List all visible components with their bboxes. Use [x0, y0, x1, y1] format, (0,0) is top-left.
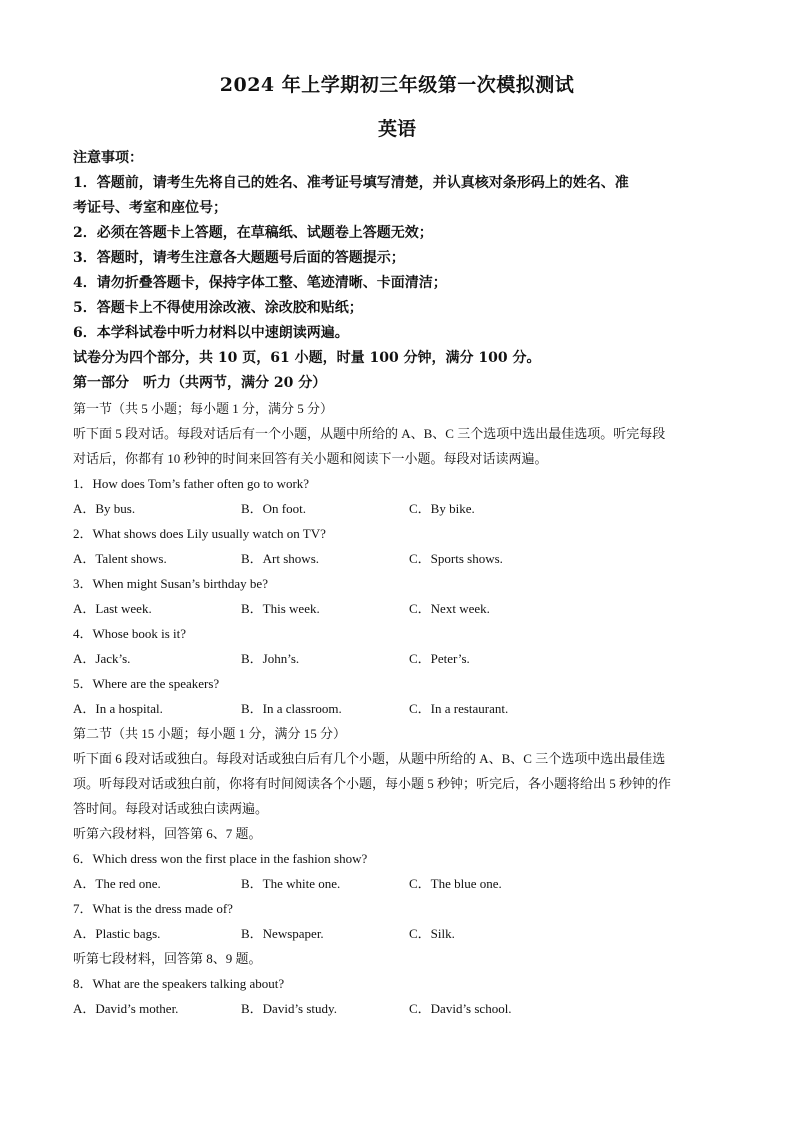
- option-a: A．By bus.: [73, 501, 136, 516]
- option-a: A．Talent shows.: [73, 551, 167, 566]
- option-b: B．David’s study.: [241, 1001, 337, 1016]
- option-c: C．The blue one.: [409, 876, 502, 891]
- option-a: A．David’s mother.: [73, 1001, 179, 1016]
- question-stem: 5．Where are the speakers?: [73, 676, 220, 691]
- listening-body: [73, 396, 723, 1021]
- note-item: 5．答题卡上不得使用涂改液、涂改胶和贴纸；: [73, 300, 363, 316]
- option-c: C．Silk.: [409, 926, 455, 941]
- option-b: B．On foot.: [241, 501, 307, 516]
- answer-options: [73, 596, 723, 621]
- option-c: C．Peter’s.: [409, 651, 470, 666]
- option-a: A．Plastic bags.: [73, 926, 161, 941]
- section1-instruction: 听下面 5 段对话。每段对话后有一个小题，从题中所给的 A、B、C 三个选项中选出最佳选项。听完每段: [73, 426, 666, 441]
- question-stem: 1．How does Tom’s father often go to work?: [73, 476, 310, 491]
- note-item: 1．答题前，请考生先将自己的姓名、准考证号填写清楚，并认真核对条形码上的姓名、准: [73, 175, 629, 191]
- option-b: B．The white one.: [241, 876, 341, 891]
- section2-instruction: 听下面 6 段对话或独白。每段对话或独白后有几个小题，从题中所给的 A、B、C 三个选项中选出最佳选: [73, 751, 666, 766]
- answer-options: [73, 696, 723, 721]
- option-c: C．In a restaurant.: [409, 701, 509, 716]
- question-stem: 4．Whose book is it?: [73, 626, 187, 641]
- exam-title: 2024 年上学期初三年级第一次模拟测试: [219, 74, 575, 96]
- notes-section: [73, 146, 723, 396]
- question-stem: 2．What shows does Lily usually watch on TV?: [73, 526, 326, 541]
- subject-title: 英语: [377, 118, 416, 140]
- question-stem: 8．What are the speakers talking about?: [73, 976, 285, 991]
- answer-options: [73, 921, 723, 946]
- notes-heading: 注意事项：: [73, 150, 143, 166]
- section1-heading: 第一节（共 5 小题；每小题 1 分，满分 5 分）: [73, 401, 334, 416]
- exam-summary: 试卷分为四个部分，共 10 页，61 小题，时量 100 分钟，满分 100 分。: [73, 350, 541, 366]
- part1-heading: 第一部分 听力（共两节，满分 20 分）: [73, 375, 327, 391]
- answer-options: [73, 496, 723, 521]
- option-c: C．David’s school.: [409, 1001, 512, 1016]
- answer-options: [73, 546, 723, 571]
- option-b: B．In a classroom.: [241, 701, 342, 716]
- option-c: C．Sports shows.: [409, 551, 503, 566]
- note-item: 3．答题时，请考生注意各大题题号后面的答题提示；: [73, 250, 405, 266]
- material-note: 听第七段材料，回答第 8、9 题。: [73, 951, 262, 966]
- material-note: 听第六段材料，回答第 6、7 题。: [73, 826, 262, 841]
- note-item: 4．请勿折叠答题卡，保持字体工整、笔迹清晰、卡面清洁；: [73, 275, 447, 291]
- option-a: A．Last week.: [73, 601, 152, 616]
- option-a: A．In a hospital.: [73, 701, 163, 716]
- section2-instruction: 项。听每段对话或独白前，你将有时间阅读各个小题，每小题 5 秒钟；听完后，各小题将给出 5 秒钟的作: [73, 776, 672, 791]
- note-item: 6．本学科试卷中听力材料以中速朗读两遍。: [73, 325, 349, 341]
- option-a: A．Jack’s.: [73, 651, 131, 666]
- option-b: B．Art shows.: [241, 551, 320, 566]
- option-b: B．Newspaper.: [241, 926, 324, 941]
- question-stem: 3．When might Susan’s birthday be?: [73, 576, 268, 591]
- option-a: A．The red one.: [73, 876, 161, 891]
- answer-options: [73, 871, 723, 896]
- note-item: 考证号、考室和座位号；: [73, 200, 227, 216]
- option-c: C．Next week.: [409, 601, 490, 616]
- section1-instruction: 对话后，你都有 10 秒钟的时间来回答有关小题和阅读下一小题。每段对话读两遍。: [73, 451, 548, 466]
- option-b: B．This week.: [241, 601, 320, 616]
- note-item: 2．必须在答题卡上答题，在草稿纸、试题卷上答题无效；: [73, 225, 433, 241]
- section2-heading: 第二节（共 15 小题；每小题 1 分，满分 15 分）: [73, 726, 347, 741]
- question-stem: 7．What is the dress made of?: [73, 901, 233, 916]
- section2-instruction: 答时间。每段对话或独白读两遍。: [73, 801, 269, 816]
- question-stem: 6．Which dress won the first place in the fashion show?: [73, 851, 368, 866]
- answer-options: [73, 996, 723, 1021]
- option-b: B．John’s.: [241, 651, 300, 666]
- option-c: C．By bike.: [409, 501, 475, 516]
- answer-options: [73, 646, 723, 671]
